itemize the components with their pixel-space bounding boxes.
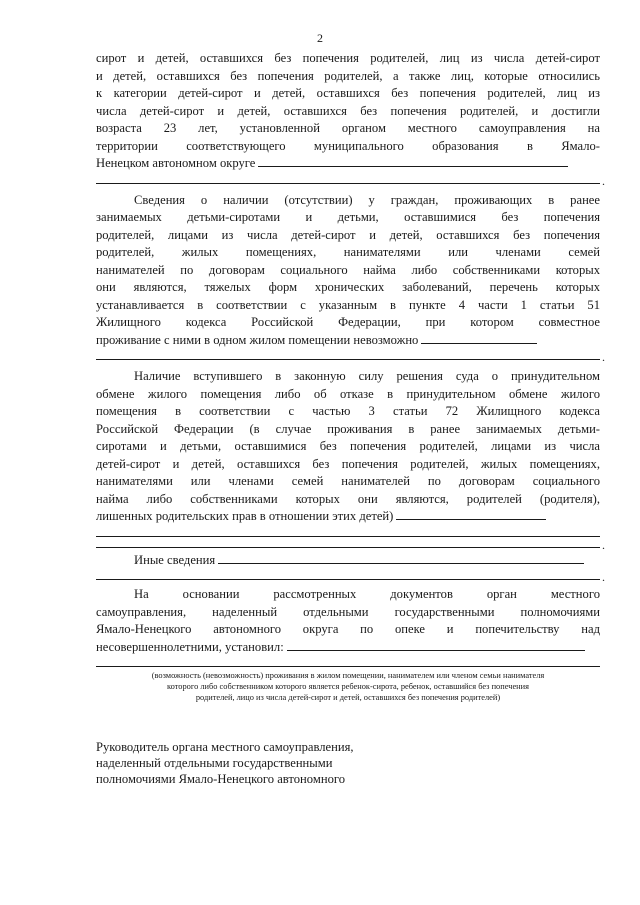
caption-line: которого либо собственником которого является ребенок-сирота, ребенок, оставшийся без попечения bbox=[167, 682, 529, 691]
text-line: возраста 23 лет, установленной органом местного самоуправления на bbox=[96, 121, 600, 135]
text-line: детей-сирот и детей, оставшихся без попечения родителей, жилых помещениях, bbox=[96, 456, 600, 471]
fill-in-line[interactable]: . bbox=[96, 571, 600, 580]
text-line: Российской Федерации (в случае проживания в ранее занимаемых детьми- bbox=[96, 421, 600, 436]
caption-line: (возможность (невозможность) проживания в жилом помещении, нанимателем или членом семьи нанимателя bbox=[151, 671, 545, 680]
text-line bbox=[96, 639, 600, 657]
text-line bbox=[96, 155, 600, 173]
fill-in-blank[interactable] bbox=[218, 552, 584, 564]
fill-in-line[interactable] bbox=[96, 658, 600, 667]
text-line: помещения в соответствии с частью 3 статьи 72 Жилищного кодекса bbox=[96, 404, 600, 418]
page-number: 2 bbox=[317, 31, 323, 45]
text-line: нанимателями или членами семей нанимателей по договорам социального bbox=[96, 474, 600, 488]
paragraph-other-info bbox=[96, 552, 605, 584]
field-caption bbox=[96, 670, 600, 703]
text-line: территории соответствующего муниципального образования в Ямало- bbox=[96, 138, 600, 153]
document-body bbox=[96, 50, 605, 787]
text-fragment: проживание с ними в одном жилом помещении невозможно bbox=[96, 332, 419, 347]
signature-line: Руководитель органа местного самоуправления, bbox=[96, 740, 354, 754]
text-line: родителей, жилых помещениях, нанимателями или членами семей bbox=[96, 245, 600, 259]
caption-line: родителей, лицо из числа детей-сирот и детей, оставшихся без попечения родителей) bbox=[195, 693, 501, 702]
text-fragment: Ненецком автономном округе bbox=[96, 156, 256, 170]
text-line: сирот и детей, оставшихся без попечения родителей, лиц из числа детей-сирот bbox=[96, 51, 600, 65]
text-line: На основании рассмотренных документов орган местного bbox=[134, 587, 600, 601]
text-line: они являются, тяжелых форм хронических заболеваний, перечень которых bbox=[96, 280, 600, 294]
text-line: найма либо собственниками которых они являются, родителей (родителя), bbox=[96, 491, 600, 506]
text-fragment: несовершеннолетними, установил: bbox=[96, 639, 284, 654]
text-line: самоуправления, наделенный отдельными государственными полномочиями bbox=[96, 604, 600, 619]
signature-line: полномочиями Ямало-Ненецкого автономного bbox=[96, 772, 346, 786]
text-line bbox=[96, 552, 600, 570]
fill-in-line[interactable] bbox=[96, 528, 600, 537]
signature-line: наделенный отдельными государственными bbox=[96, 756, 333, 770]
fill-in-blank[interactable] bbox=[258, 155, 568, 167]
text-line: устанавливается в соответствии с указанным в пункте 4 части 1 статьи 51 bbox=[96, 297, 600, 312]
text-line: обмене жилого помещения либо об отказе в принудительном обмене жилого bbox=[96, 386, 600, 401]
text-line: Жилищного кодекса Российской Федерации, при котором совместное bbox=[96, 315, 600, 329]
paragraph-conclusion bbox=[96, 586, 600, 667]
text-line: Наличие вступившего в законную силу решения суда о принудительном bbox=[134, 369, 600, 383]
text-line: числа детей-сирот и детей, оставшихся без попечения родителей, и достигли bbox=[96, 103, 600, 118]
text-line: к категории детей-сирот и детей, оставшихся без попечения родителей, лиц из bbox=[96, 86, 600, 100]
text-line bbox=[96, 332, 600, 350]
paragraph-illness-info bbox=[96, 192, 605, 364]
paragraph-commission-criteria bbox=[96, 50, 605, 188]
fill-in-blank[interactable] bbox=[287, 639, 585, 651]
text-line: сиротами и детьми, оставшимися без попечения родителей, лицами из числа bbox=[96, 439, 600, 453]
signature-block bbox=[96, 739, 600, 787]
text-line bbox=[96, 508, 600, 526]
other-info-label: Иные сведения bbox=[134, 552, 216, 567]
text-line: Сведения о наличии (отсутствии) у граждан, проживающих в ранее bbox=[134, 192, 600, 207]
fill-in-blank[interactable] bbox=[421, 332, 537, 344]
text-line: занимаемых детьми-сиротами и детьми, оставшимися без попечения bbox=[96, 210, 600, 224]
text-fragment: лишенных родительских прав в отношении этих детей) bbox=[96, 509, 394, 523]
paragraph-court-decision bbox=[96, 368, 605, 552]
fill-in-blank[interactable] bbox=[396, 508, 546, 520]
fill-in-line[interactable]: . bbox=[96, 351, 600, 360]
fill-in-line[interactable]: . bbox=[96, 539, 600, 548]
text-line: Ямало-Ненецкого автономного округа по опеке и попечительству над bbox=[96, 622, 600, 636]
fill-in-line[interactable]: . bbox=[96, 175, 600, 184]
text-line: нанимателей по договорам социального найма либо собственниками которых bbox=[96, 262, 600, 277]
text-line: и детей, оставшихся без попечения родителей, а также лиц, которые относились bbox=[96, 68, 600, 83]
text-line: родителей, лицами из числа детей-сирот и детей, оставшихся без попечения bbox=[96, 227, 600, 242]
